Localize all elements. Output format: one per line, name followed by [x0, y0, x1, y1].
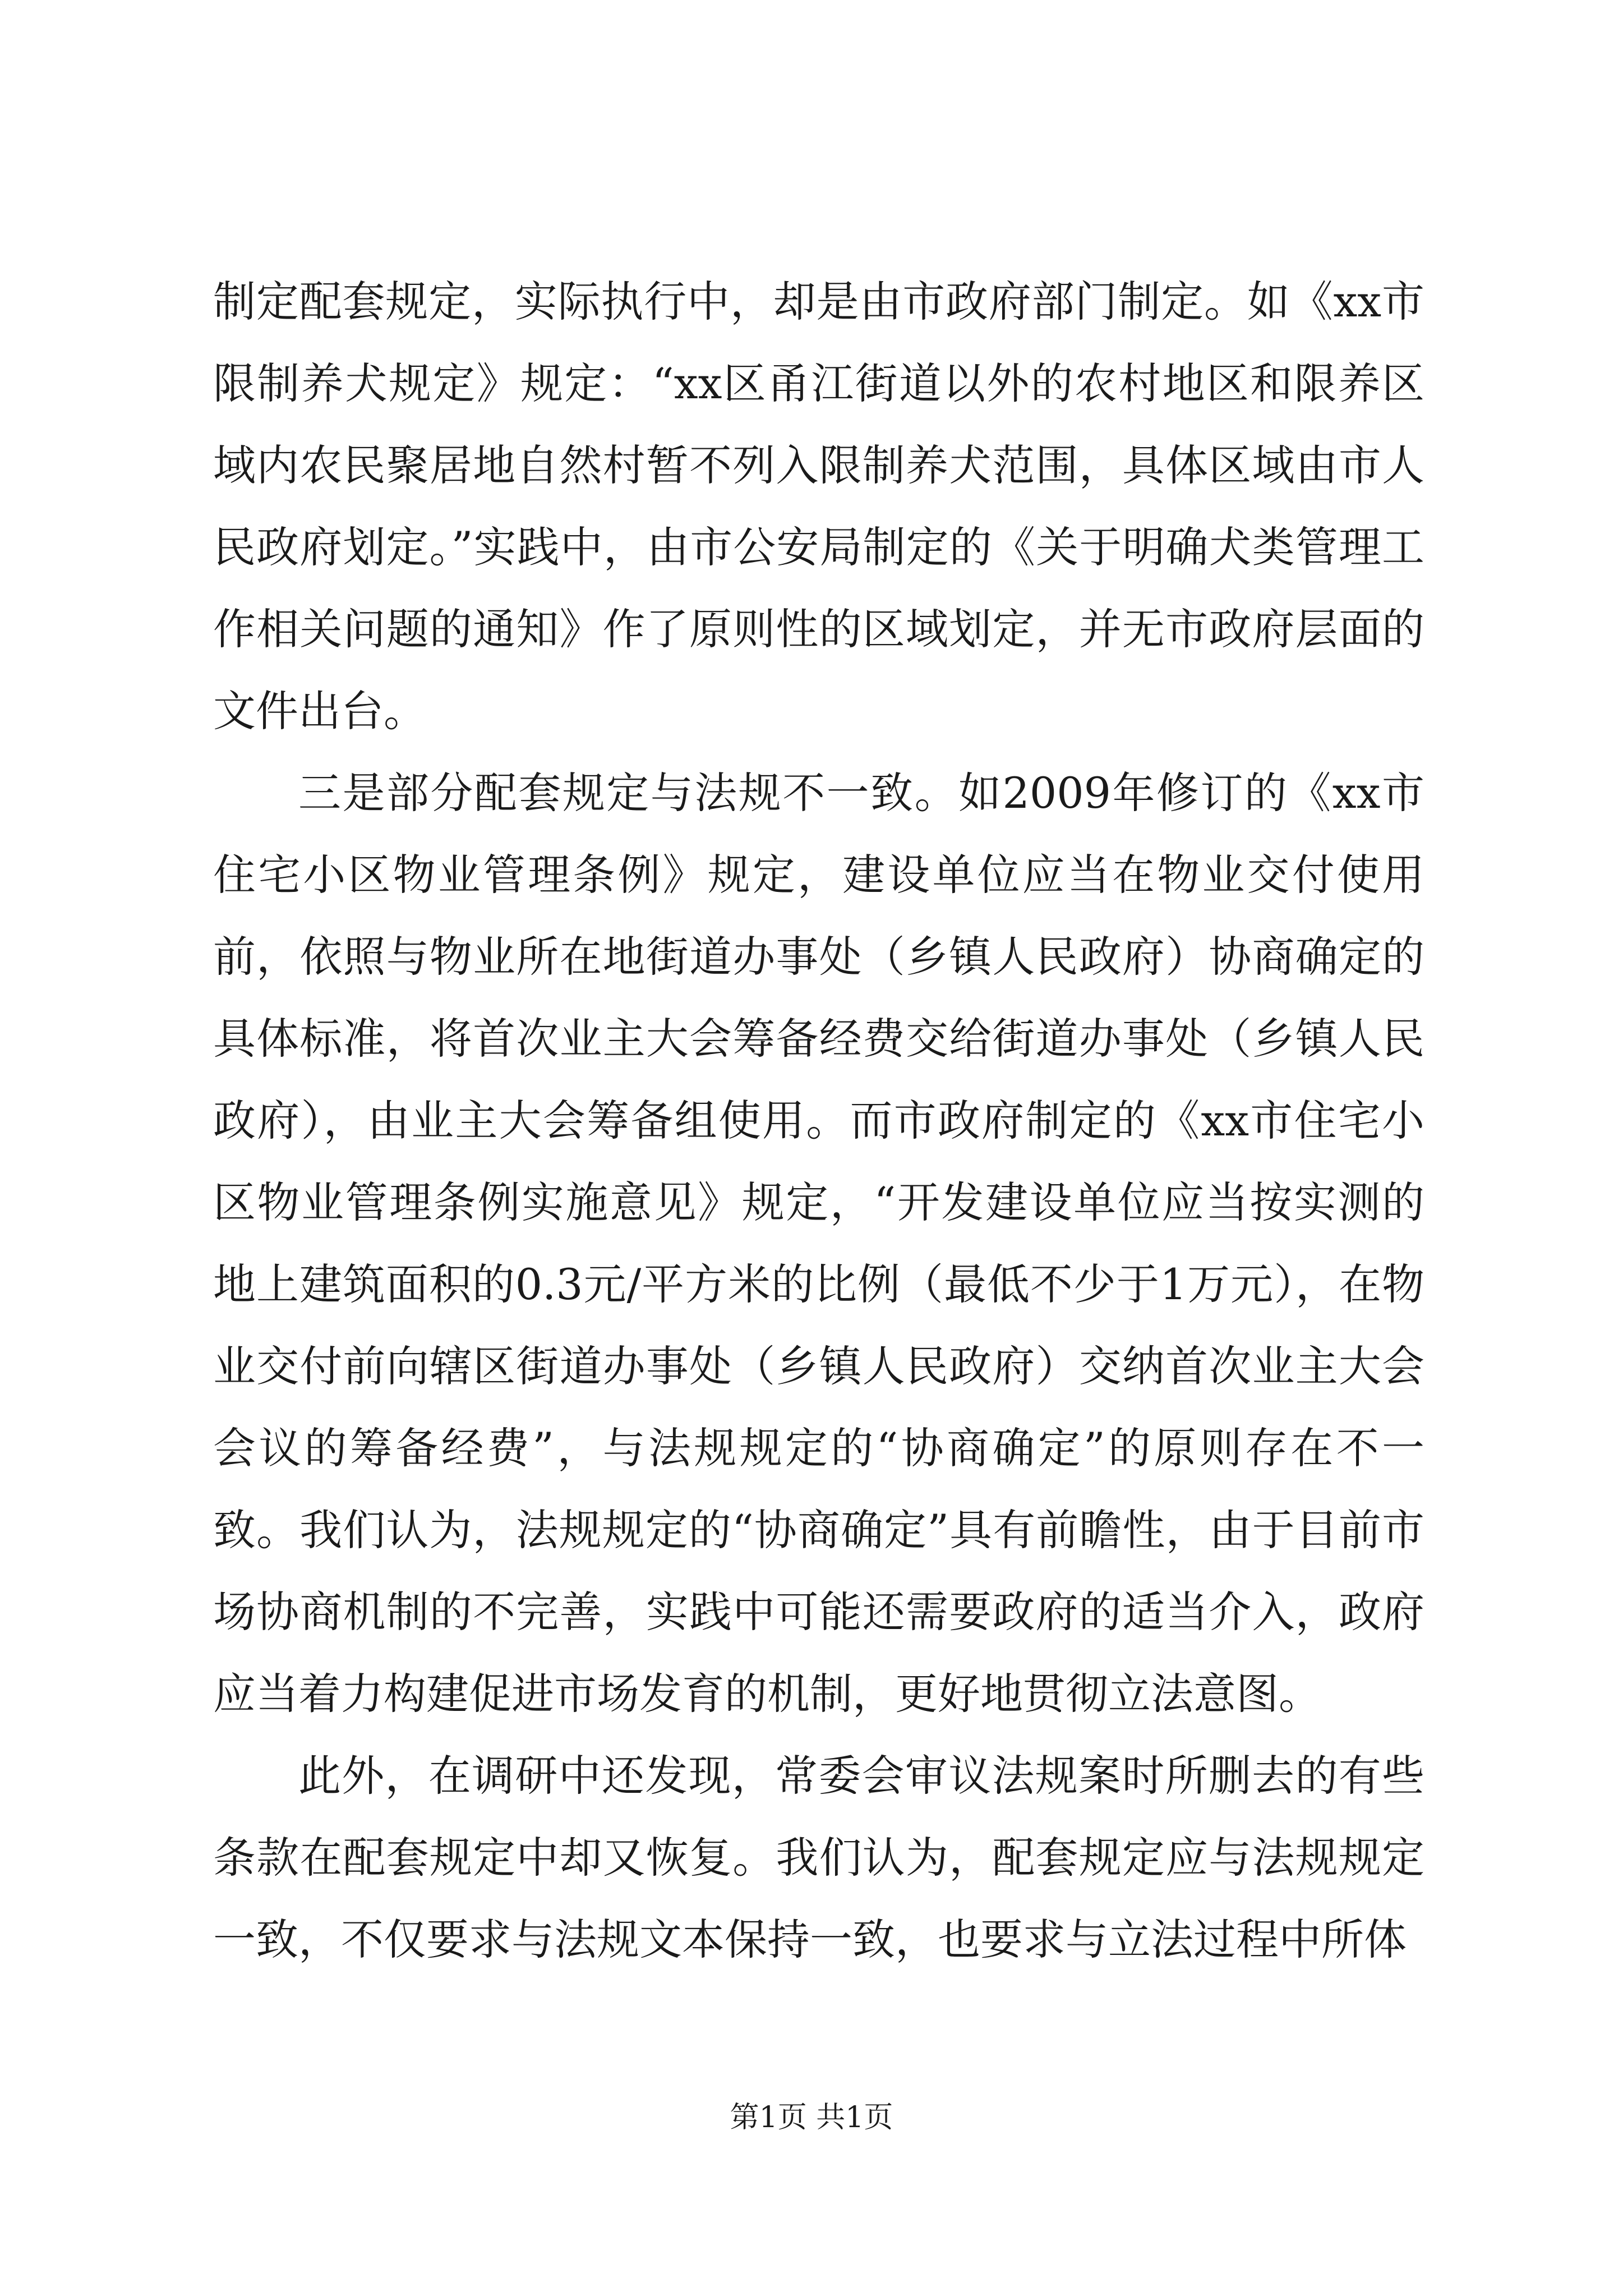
document-body	[213, 261, 1424, 1981]
paragraph-1: 制定配套规定，实际执行中，却是由市政府部门制定。如《xx市限制养犬规定》规定：“xx区甬江街道以外的农村地区和限养区域内农民聚居地自然村暂不列入限制养犬范围，具体区域由市人民政府划定。”实践中，由市公安局制定的《关于明确犬类管理工作相关问题的通知》作了原则性的区域划定，并无市政府层面的文件出台。	[213, 277, 1424, 736]
paragraph-2: 三是部分配套规定与法规不一致。如2009年修订的《xx市住宅小区物业管理条例》规定，建设单位应当在物业交付使用前，依照与物业所在地街道办事处（乡镇人民政府）协商确定的具体标准，将首次业主大会筹备经费交给街道办事处（乡镇人民政府），由业主大会筹备组使用。而市政府制定的《xx市住宅小区物业管理条例实施意见》规定，“开发建设单位应当按实测的地上建筑面积的0.3元/平方米的比例（最低不少于1万元），在物业交付前向辖区街道办事处（乡镇人民政府）交纳首次业主大会会议的筹备经费”，与法规规定的“协商确定”的原则存在不一致。我们认为，法规规定的“协商确定”具有前瞻性，由于目前市场协商机制的不完善，实践中可能还需要政府的适当介入，政府应当着力构建促进市场发育的机制，更好地贯彻立法意图。	[213, 768, 1424, 1719]
paragraph-3: 此外，在调研中还发现，常委会审议法规案时所删去的有些条款在配套规定中却又恢复。我们认为，配套规定应与法规规定一致，不仅要求与法规文本保持一致，也要求与立法过程中所体	[213, 1751, 1424, 1964]
page-footer: 第1页 共1页	[730, 2101, 893, 2134]
